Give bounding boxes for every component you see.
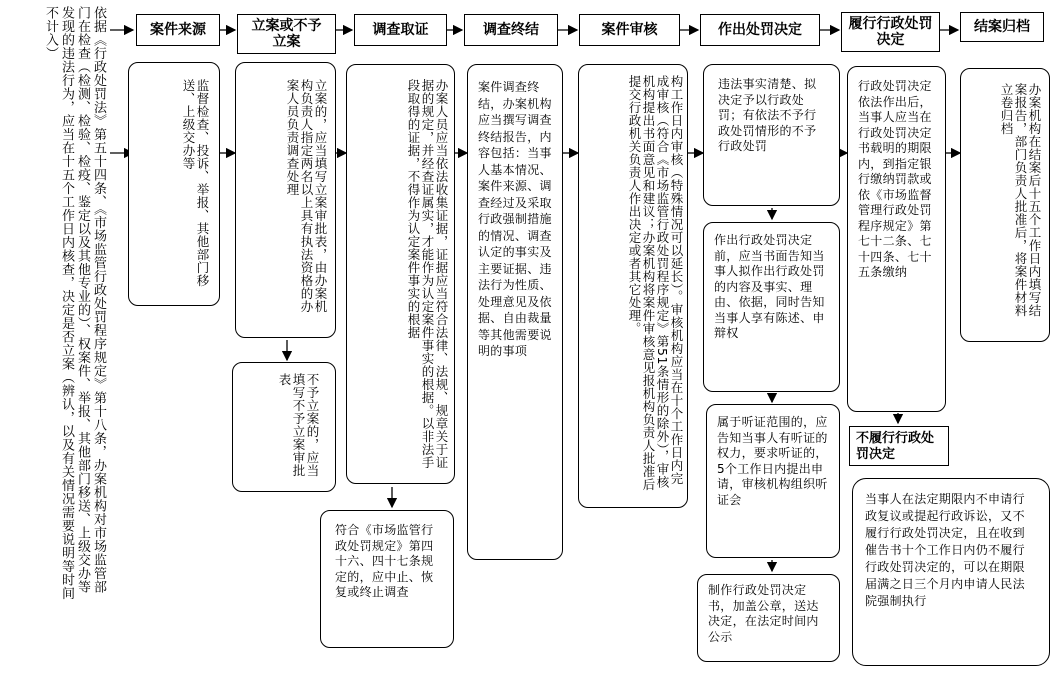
box-suspend: [320, 510, 454, 648]
no-filing-text: 不予立案的，应当填写不予立案审批表: [277, 373, 320, 477]
header-conclusion: 调查终结: [464, 14, 558, 46]
not-perform-text: 当事人在法定期限内不申请行政复议或提起行政诉讼，又不履行行政处罚决定，且在收到催告书十个工作日内仍不履行行政处罚决定的，可以在期限届满之日三个月内申请人民法院强制执行: [865, 492, 1025, 608]
box-case-source: [128, 62, 220, 306]
suspend-text: 符合《市场监管行政处罚规定》第四十六、四十七条规定的，应中止、恢复或终止调查: [335, 523, 434, 599]
header-case-source: 案件来源: [136, 14, 220, 46]
hearing-text: 属于听证范围的，应告知当事人有听证的权力，要求听证的，5个工作日内提出申请，审核机构组织听证会: [717, 415, 828, 507]
deliver-text: 制作行政处罚决定书，加盖公章，送达决定，在法定时间内公示: [708, 583, 819, 644]
conclusion-text: 案件调查终结，办案机构应当撰写调查终结报告，内容包括：当事人基本情况、案件来源、调查经过及采取行政强制措施的情况、调查认定的事实及主要证据、违法行为性质、处理意见及依据、自由裁量等其他需要说明的事项: [478, 80, 552, 358]
box-no-filing: [232, 362, 336, 492]
box-review: [578, 64, 688, 508]
review-text: 构工作日内审核（特殊情况可以延长）。审核机构应当在十个工作日内完成审核（符合《市场监管行政处罚程序规定》第51条情形的除外），审核机构提出书面意见和建议；办案机构将案件审核意见报机构负责人批准后提交行政机关负责人作出决定或者其它处理。: [627, 75, 684, 491]
box-conclusion: [467, 64, 563, 560]
box-hearing: [706, 404, 840, 558]
case-source-text: 监督检查、投诉、举报、其他部门移送、上级交办等: [181, 79, 210, 287]
legal-basis-text: 依据《行政处罚法》第五十四条、《市场监管行政处罚程序规定》第十八条，办案机构对市场监管部门在检查（检测、检验、检疫、鉴定以及其他专业的）、权案件、举报、其他部门移送、上级交办等发现的违法行为，应当在十五个工作日内核查，决定是否立案（辨认，以及有关情况需要说明等时间不计入）: [43, 6, 106, 600]
box-evidence: [346, 64, 455, 484]
decision-text: 违法事实清楚、拟决定予以行政处罚；有依法不予行政处罚情形的不予行政处罚: [718, 77, 817, 153]
evidence-text: 办案人员应当依法收集证据，证据应当符合法律、法规、规章关于证据的规定，并经查证属实，才能作为认定案件事实的根据。以非法手段取得的证据，不得作为认定案件事实的根据: [406, 79, 449, 469]
box-not-perform: [852, 478, 1050, 666]
header-decision: 作出处罚决定: [700, 14, 820, 46]
header-archive: 结案归档: [960, 12, 1044, 42]
box-filing: [235, 62, 336, 338]
box-deliver: [697, 574, 840, 662]
header-not-perform: 不履行行政处罚决定: [849, 426, 949, 466]
filing-text: 立案的，应当填写立案审批表，由办案机构负责人指定两名以上具有执法资格的办案人员负责调查处理: [285, 79, 328, 313]
header-filing: 立案或不予立案: [237, 14, 336, 54]
box-perform: [847, 66, 946, 412]
box-archive: [960, 68, 1050, 342]
archive-text: 办案机构在结案后十五个工作日内填写结案报告，部门负责人批准后，将案件材料立卷归档: [999, 83, 1042, 317]
header-perform: 履行行政处罚决定: [841, 12, 940, 52]
header-evidence: 调查取证: [354, 14, 447, 46]
perform-text: 行政处罚决定依法作出后，当事人应当在行政处罚决定书载明的期限内，到指定银行缴纳罚款或依《市场监督管理行政处罚程序规定》第七十二条、七十四条、七十五条缴纳: [858, 79, 932, 279]
header-review: 案件审核: [579, 14, 680, 46]
box-decision: [703, 64, 840, 206]
box-notify: [703, 222, 840, 392]
notify-text: 作出行政处罚决定前，应当书面告知当事人拟作出行政处罚的内容及事实、理由、依据，同时告知当事人享有陈述、申辩权: [714, 233, 825, 340]
